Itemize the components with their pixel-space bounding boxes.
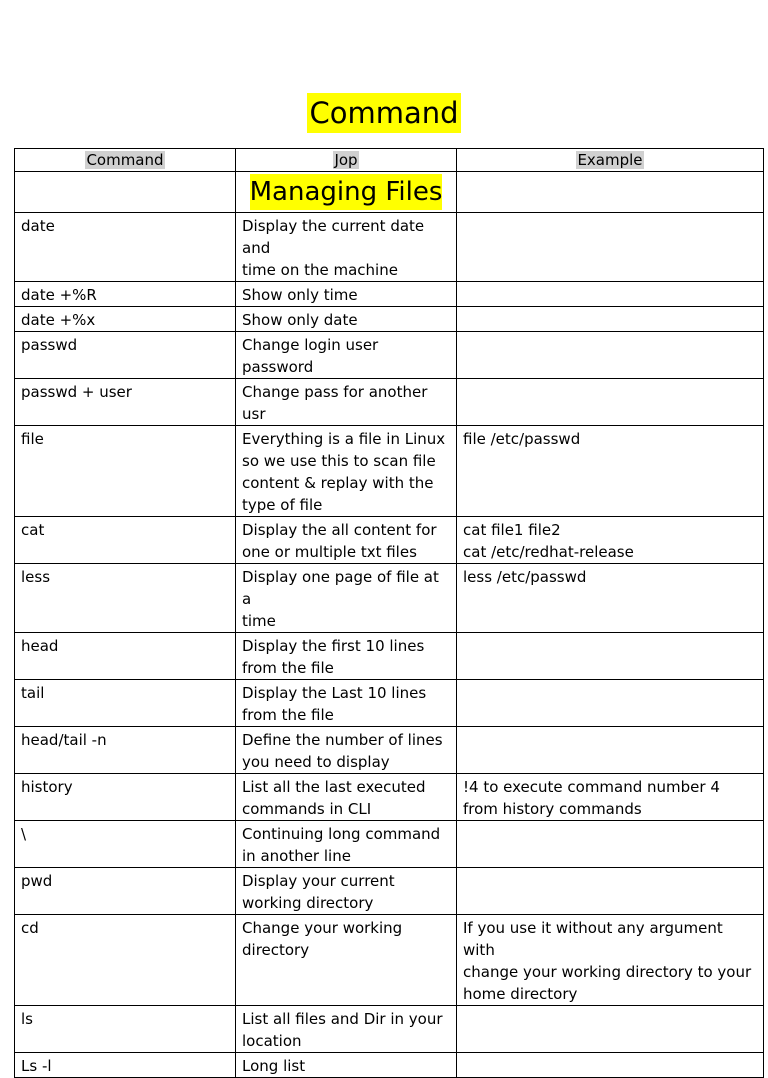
section-empty-right bbox=[457, 172, 764, 213]
cell-command: date +%R bbox=[15, 282, 236, 307]
header-jop-label: Jop bbox=[334, 151, 358, 169]
table-row bbox=[15, 633, 764, 680]
table-row bbox=[15, 727, 764, 774]
cell-jop: Show only time bbox=[236, 282, 457, 307]
cell-example bbox=[457, 1053, 764, 1078]
section-title: Managing Files bbox=[250, 174, 443, 210]
table-row bbox=[15, 680, 764, 727]
section-row bbox=[15, 172, 764, 213]
header-command bbox=[15, 149, 236, 172]
table-row bbox=[15, 282, 764, 307]
section-cell bbox=[236, 172, 457, 213]
cell-command: cat bbox=[15, 517, 236, 564]
cell-jop: Change pass for another usr bbox=[236, 379, 457, 426]
cell-jop: Change login user password bbox=[236, 332, 457, 379]
page-title-wrap bbox=[0, 93, 768, 133]
cell-jop: Continuing long command in another line bbox=[236, 821, 457, 868]
cell-jop: Display the all content for one or multiple txt files bbox=[236, 517, 457, 564]
cell-jop: Change your working directory bbox=[236, 915, 457, 1006]
table-row bbox=[15, 426, 764, 517]
header-example-label: Example bbox=[577, 151, 643, 169]
cell-command: \ bbox=[15, 821, 236, 868]
cell-jop: Display the first 10 lines from the file bbox=[236, 633, 457, 680]
table-row bbox=[15, 915, 764, 1006]
cell-command: file bbox=[15, 426, 236, 517]
cell-jop: Define the number of lines you need to display bbox=[236, 727, 457, 774]
table-row bbox=[15, 564, 764, 633]
cell-command: pwd bbox=[15, 868, 236, 915]
cell-example: less /etc/passwd bbox=[457, 564, 764, 633]
cell-jop: Display one page of file at a time bbox=[236, 564, 457, 633]
table-row bbox=[15, 774, 764, 821]
table-row bbox=[15, 307, 764, 332]
header-command-label: Command bbox=[86, 151, 164, 169]
header-row bbox=[15, 149, 764, 172]
cell-command: head/tail -n bbox=[15, 727, 236, 774]
cell-example bbox=[457, 1006, 764, 1053]
header-example bbox=[457, 149, 764, 172]
cell-example: !4 to execute command number 4 from history commands bbox=[457, 774, 764, 821]
command-table bbox=[14, 148, 764, 1078]
cell-example bbox=[457, 282, 764, 307]
cell-jop: List all the last executed commands in CLI bbox=[236, 774, 457, 821]
cell-jop: Display your current working directory bbox=[236, 868, 457, 915]
cell-example bbox=[457, 213, 764, 282]
cell-command: history bbox=[15, 774, 236, 821]
cell-command: head bbox=[15, 633, 236, 680]
cell-example bbox=[457, 727, 764, 774]
header-jop bbox=[236, 149, 457, 172]
cell-command: passwd + user bbox=[15, 379, 236, 426]
table-row bbox=[15, 1006, 764, 1053]
cell-example bbox=[457, 680, 764, 727]
cell-example bbox=[457, 379, 764, 426]
table-row bbox=[15, 379, 764, 426]
table-row bbox=[15, 213, 764, 282]
table-row bbox=[15, 332, 764, 379]
cell-jop: Everything is a file in Linux so we use this to scan file content & replay with the type of file bbox=[236, 426, 457, 517]
cell-jop: Show only date bbox=[236, 307, 457, 332]
cell-command: ls bbox=[15, 1006, 236, 1053]
cell-command: cd bbox=[15, 915, 236, 1006]
cell-command: passwd bbox=[15, 332, 236, 379]
cell-command: date +%x bbox=[15, 307, 236, 332]
cell-jop: Display the current date and time on the machine bbox=[236, 213, 457, 282]
cell-command: Ls -l bbox=[15, 1053, 236, 1078]
table-row bbox=[15, 1053, 764, 1078]
cell-command: less bbox=[15, 564, 236, 633]
cell-command: date bbox=[15, 213, 236, 282]
cell-example bbox=[457, 633, 764, 680]
cell-example: cat file1 file2 cat /etc/redhat-release bbox=[457, 517, 764, 564]
cell-example bbox=[457, 332, 764, 379]
page-title: Command bbox=[307, 93, 460, 133]
table-row bbox=[15, 868, 764, 915]
cell-example: If you use it without any argument with change your working directory to your home directory bbox=[457, 915, 764, 1006]
cell-example bbox=[457, 868, 764, 915]
cell-example bbox=[457, 307, 764, 332]
section-empty-left bbox=[15, 172, 236, 213]
table-row bbox=[15, 821, 764, 868]
cell-example bbox=[457, 821, 764, 868]
cell-jop: Long list bbox=[236, 1053, 457, 1078]
cell-jop: Display the Last 10 lines from the file bbox=[236, 680, 457, 727]
cell-command: tail bbox=[15, 680, 236, 727]
cell-example: file /etc/passwd bbox=[457, 426, 764, 517]
table-row bbox=[15, 517, 764, 564]
cell-jop: List all files and Dir in your location bbox=[236, 1006, 457, 1053]
